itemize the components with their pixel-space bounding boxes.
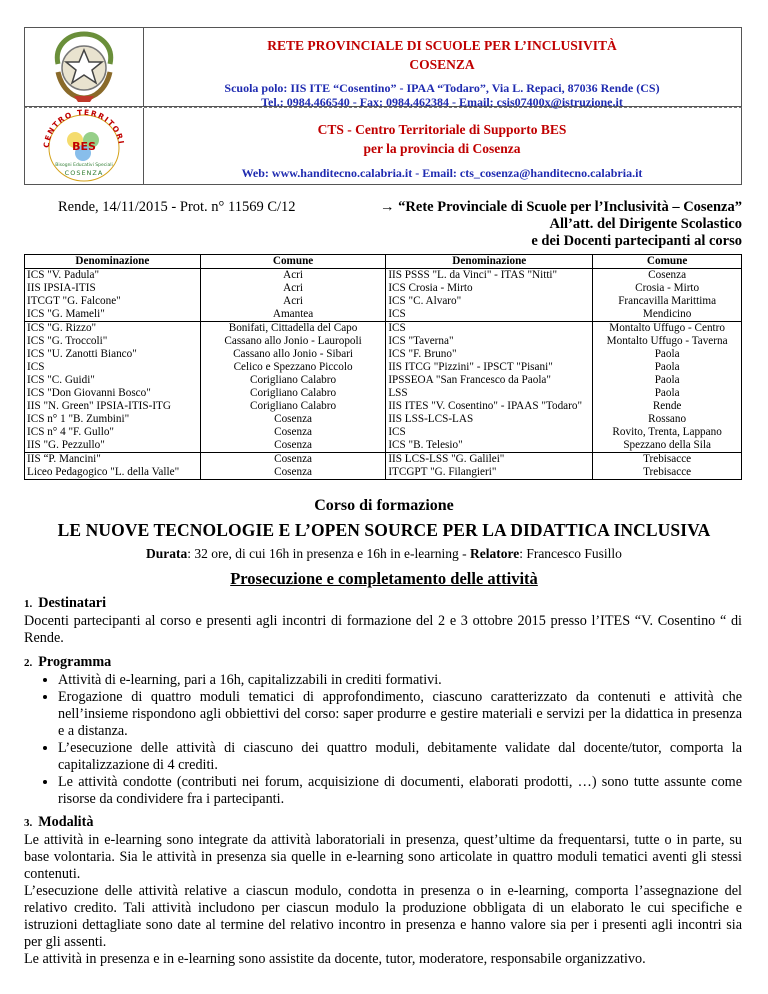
cell-school-name: ICS: [25, 361, 201, 374]
table-row: [25, 348, 742, 361]
cell-town: Amantea: [200, 308, 386, 322]
cell-school-name: IIS LCS-LSS "G. Galilei": [386, 453, 593, 467]
cell-town: Celico e Spezzano Piccolo: [200, 361, 386, 374]
cell-school-name: ICS "C. Guidi": [25, 374, 201, 387]
durata-label: Durata: [146, 546, 188, 561]
schools-table-body: [25, 269, 742, 480]
table-row: [25, 335, 742, 348]
table-row: [25, 361, 742, 374]
col-header-name-left: Denominazione: [25, 255, 201, 269]
programma-list: [24, 672, 742, 808]
schools-table: [24, 254, 742, 480]
cell-school-name: ICS: [386, 426, 593, 439]
cell-town: Rende: [593, 400, 742, 413]
cell-school-name: ICS n° 4 "F. Gullo": [25, 426, 201, 439]
section-programma: [24, 654, 742, 808]
table-row: [25, 413, 742, 426]
cell-town: Crosia - Mirto: [593, 282, 742, 295]
relatore-label: Relatore: [469, 546, 520, 561]
cell-town: Mendicino: [593, 308, 742, 322]
cell-school-name: ICS "B. Telesio": [386, 439, 593, 453]
table-row: [25, 295, 742, 308]
section-heading: [24, 814, 742, 832]
header-box-cts: [24, 107, 742, 185]
cell-town: Francavilla Marittima: [593, 295, 742, 308]
section-number: 2.: [24, 657, 33, 669]
cell-town: Acri: [200, 269, 386, 283]
cell-school-name: ICS "G. Mameli": [25, 308, 201, 322]
list-item: • L’esecuzione delle attività di ciascuno dei quattro moduli, debitamente validate dal docente/tutor, comporta la capitalizzazione di 4 crediti.: [58, 740, 742, 774]
cts-header-text: [143, 108, 741, 184]
paragraph: Le attività in e-learning sono integrate da attività laboratoriali in presenza, quest’ultime da frequentarsi, tutte o in parte, su base volontaria. Sia le attività in presenza sia quelle in e-learning sono articolate in quattro moduli tematici aventi gli stessi contenuti.: [24, 832, 742, 882]
course-details: [0, 546, 768, 562]
col-header-town-right: Comune: [593, 255, 742, 269]
network-title: RETE PROVINCIALE DI SCUOLE PER L’INCLUSIVITÀ: [267, 38, 617, 53]
cts-logo-city: COSENZA: [64, 169, 104, 177]
cell-town: Spezzano della Sila: [593, 439, 742, 453]
section-heading: [24, 595, 742, 613]
paragraph: Le attività in presenza e in e-learning sono assistite da docente, tutor, moderatore, responsabile organizzativo.: [24, 951, 646, 967]
section-number: 3.: [24, 817, 33, 829]
table-row: [25, 308, 742, 322]
cell-town: Acri: [200, 282, 386, 295]
school-lead-address: Scuola polo: IIS ITE “Cosentino” - IPAA “Todaro”, Via L. Repaci, 87036 Rende (CS): [224, 81, 660, 95]
cell-school-name: IPSSEOA "San Francesco da Paola": [386, 374, 593, 387]
cell-school-name: ICS n° 1 "B. Zumbini": [25, 413, 201, 426]
cell-school-name: IIS "G. Pezzullo": [25, 439, 201, 453]
cell-school-name: IIS IPSIA-ITIS: [25, 282, 201, 295]
cts-title: CTS - Centro Territoriale di Supporto BES: [317, 122, 567, 137]
addressee-line-1: → “Rete Provinciale di Scuole per l’Inclusività – Cosenza”: [380, 199, 742, 215]
cell-school-name: IIS PSSS "L. da Vinci" - ITAS "Nitti": [386, 269, 593, 283]
cts-web-email: Web: www.handitecno.calabria.it - Email: cts_cosenza@handitecno.calabria.it: [241, 166, 643, 180]
table-row: [25, 322, 742, 336]
cts-logo-bes: BES: [72, 140, 96, 153]
cell-town: Trebisacce: [593, 453, 742, 467]
section-main-title: Prosecuzione e completamento delle attività: [230, 569, 538, 588]
addressee-line-2: All’att. del Dirigente Scolastico: [549, 216, 742, 232]
table-row: [25, 439, 742, 453]
durata-text: : 32 ore, di cui 16h in presenza e 16h in e-learning -: [187, 546, 470, 561]
table-row: [25, 466, 742, 480]
addressee-block: [380, 199, 742, 250]
cell-town: Paola: [593, 361, 742, 374]
col-header-name-right: Denominazione: [386, 255, 593, 269]
section-number: 1.: [24, 598, 33, 610]
relatore-text: : Francesco Fusillo: [519, 546, 622, 561]
cell-school-name: IIS “P. Mancini": [25, 453, 201, 467]
cell-town: Corigliano Calabro: [200, 374, 386, 387]
cell-school-name: IIS LSS-LCS-LAS: [386, 413, 593, 426]
section-heading: [24, 654, 742, 672]
cell-school-name: Liceo Pedagogico "L. della Valle": [25, 466, 201, 480]
section-title: Programma: [38, 654, 112, 670]
cell-town: Paola: [593, 374, 742, 387]
cell-school-name: ICS Crosia - Mirto: [386, 282, 593, 295]
date-protocol: Rende, 14/11/2015 - Prot. n° 11569 C/12: [58, 199, 296, 215]
cell-town: Rovito, Trenta, Lappano: [593, 426, 742, 439]
cell-school-name: ICS "G. Troccoli": [25, 335, 201, 348]
cts-subtitle: per la provincia di Cosenza: [363, 141, 521, 156]
addressee-line-3: e dei Docenti partecipanti al corso: [531, 233, 742, 249]
republic-emblem-icon: [25, 28, 143, 108]
section-text: Docenti partecipanti al corso e presenti agli incontri di formazione del 2 e 3 ottobre 2015 presso l’ITES “V. Cosentino “ di Rende.: [24, 613, 742, 646]
cell-town: Bonifati, Cittadella del Capo: [200, 322, 386, 336]
network-city: COSENZA: [409, 57, 475, 72]
list-item: • Le attività condotte (contributi nei forum, acquisizione di documenti, elaborati prodotti, …) sono tutte assunte come risorse da condividere fra i partecipanti.: [58, 774, 742, 808]
cts-logo-ring-text: CENTRO TERRITORI: [41, 108, 126, 149]
cell-school-name: ITCGT "G. Falcone": [25, 295, 201, 308]
cell-school-name: ICS "G. Rizzo": [25, 322, 201, 336]
cell-town: Cassano allo Jonio - Sibari: [200, 348, 386, 361]
list-item: • Erogazione di quattro moduli tematici di approfondimento, ciascuno caratterizzato da contenuti e attività che nell’insieme rispondono agli obbiettivi del corso: saper produrre e gestire materiali e servizi per la didattica in presenza e a distanza.: [58, 689, 742, 740]
cell-town: Trebisacce: [593, 466, 742, 480]
network-header-text: [143, 28, 741, 109]
cell-town: Paola: [593, 348, 742, 361]
cts-logo-sub: Bisogni Educativi Speciali: [55, 163, 113, 168]
cell-town: Montalto Uffugo - Centro: [593, 322, 742, 336]
cell-school-name: IIS ITES "V. Cosentino" - IPAAS "Todaro": [386, 400, 593, 413]
course-title: LE NUOVE TECNOLOGIE E L’OPEN SOURCE PER LA DIDATTICA INCLUSIVA: [57, 520, 711, 540]
section-title: Modalità: [38, 814, 94, 830]
cell-school-name: ITCGPT "G. Filangieri": [386, 466, 593, 480]
cell-town: Cosenza: [593, 269, 742, 283]
col-header-town-left: Comune: [200, 255, 386, 269]
cell-town: Cosenza: [200, 439, 386, 453]
cell-school-name: ICS "Don Giovanni Bosco": [25, 387, 201, 400]
cell-school-name: ICS "U. Zanotti Bianco": [25, 348, 201, 361]
table-row: [25, 282, 742, 295]
cell-town: Acri: [200, 295, 386, 308]
table-row: [25, 269, 742, 283]
cell-town: Cosenza: [200, 453, 386, 467]
cell-school-name: IIS ITCG "Pizzini" - IPSCT "Pisani": [386, 361, 593, 374]
section-title: Destinatari: [38, 595, 107, 611]
cell-town: Rossano: [593, 413, 742, 426]
section-destinatari: [24, 595, 742, 647]
cell-town: Corigliano Calabro: [200, 400, 386, 413]
cell-town: Cassano allo Jonio - Lauropoli: [200, 335, 386, 348]
paragraph: L’esecuzione delle attività relative a ciascun modulo, condotta in presenza o in e-learning, comporta l’assegnazione del relativo credito. Tali attività includono per ciascun modulo la produzione obbligata di un elaborato le cui specifiche e istruzioni dettagliate sono date al termine del relativo incontro in presenza e hanno valore sia per i presenti agli incontri sia per gli assenti.: [24, 883, 742, 950]
cell-school-name: ICS: [386, 308, 593, 322]
cell-school-name: ICS "Taverna": [386, 335, 593, 348]
school-lead-contacts: Tel.: 0984.466540 - Fax: 0984.462384 - Email: csis07400x@istruzione.it: [261, 95, 623, 109]
table-row: [25, 387, 742, 400]
cell-school-name: ICS: [386, 322, 593, 336]
header-box-network: [24, 27, 742, 107]
cell-town: Paola: [593, 387, 742, 400]
republic-emblem-logo: [25, 28, 144, 106]
cell-town: Cosenza: [200, 413, 386, 426]
cell-school-name: ICS "F. Bruno": [386, 348, 593, 361]
cell-school-name: ICS "V. Padula": [25, 269, 201, 283]
cts-logo-icon: [25, 108, 143, 186]
table-row: [25, 400, 742, 413]
table-row: [25, 374, 742, 387]
cell-town: Cosenza: [200, 466, 386, 480]
cts-logo: [25, 108, 144, 184]
cell-school-name: ICS "C. Alvaro": [386, 295, 593, 308]
cell-town: Corigliano Calabro: [200, 387, 386, 400]
list-item: • Attività di e-learning, pari a 16h, capitalizzabili in crediti formativi.: [58, 672, 742, 689]
course-label: Corso di formazione: [314, 497, 454, 514]
cell-school-name: IIS "N. Green" IPSIA-ITIS-ITG: [25, 400, 201, 413]
section-modalita: [24, 814, 742, 968]
cell-town: Cosenza: [200, 426, 386, 439]
table-row: [25, 426, 742, 439]
cell-town: Montalto Uffugo - Taverna: [593, 335, 742, 348]
table-row: [25, 453, 742, 467]
cell-school-name: LSS: [386, 387, 593, 400]
